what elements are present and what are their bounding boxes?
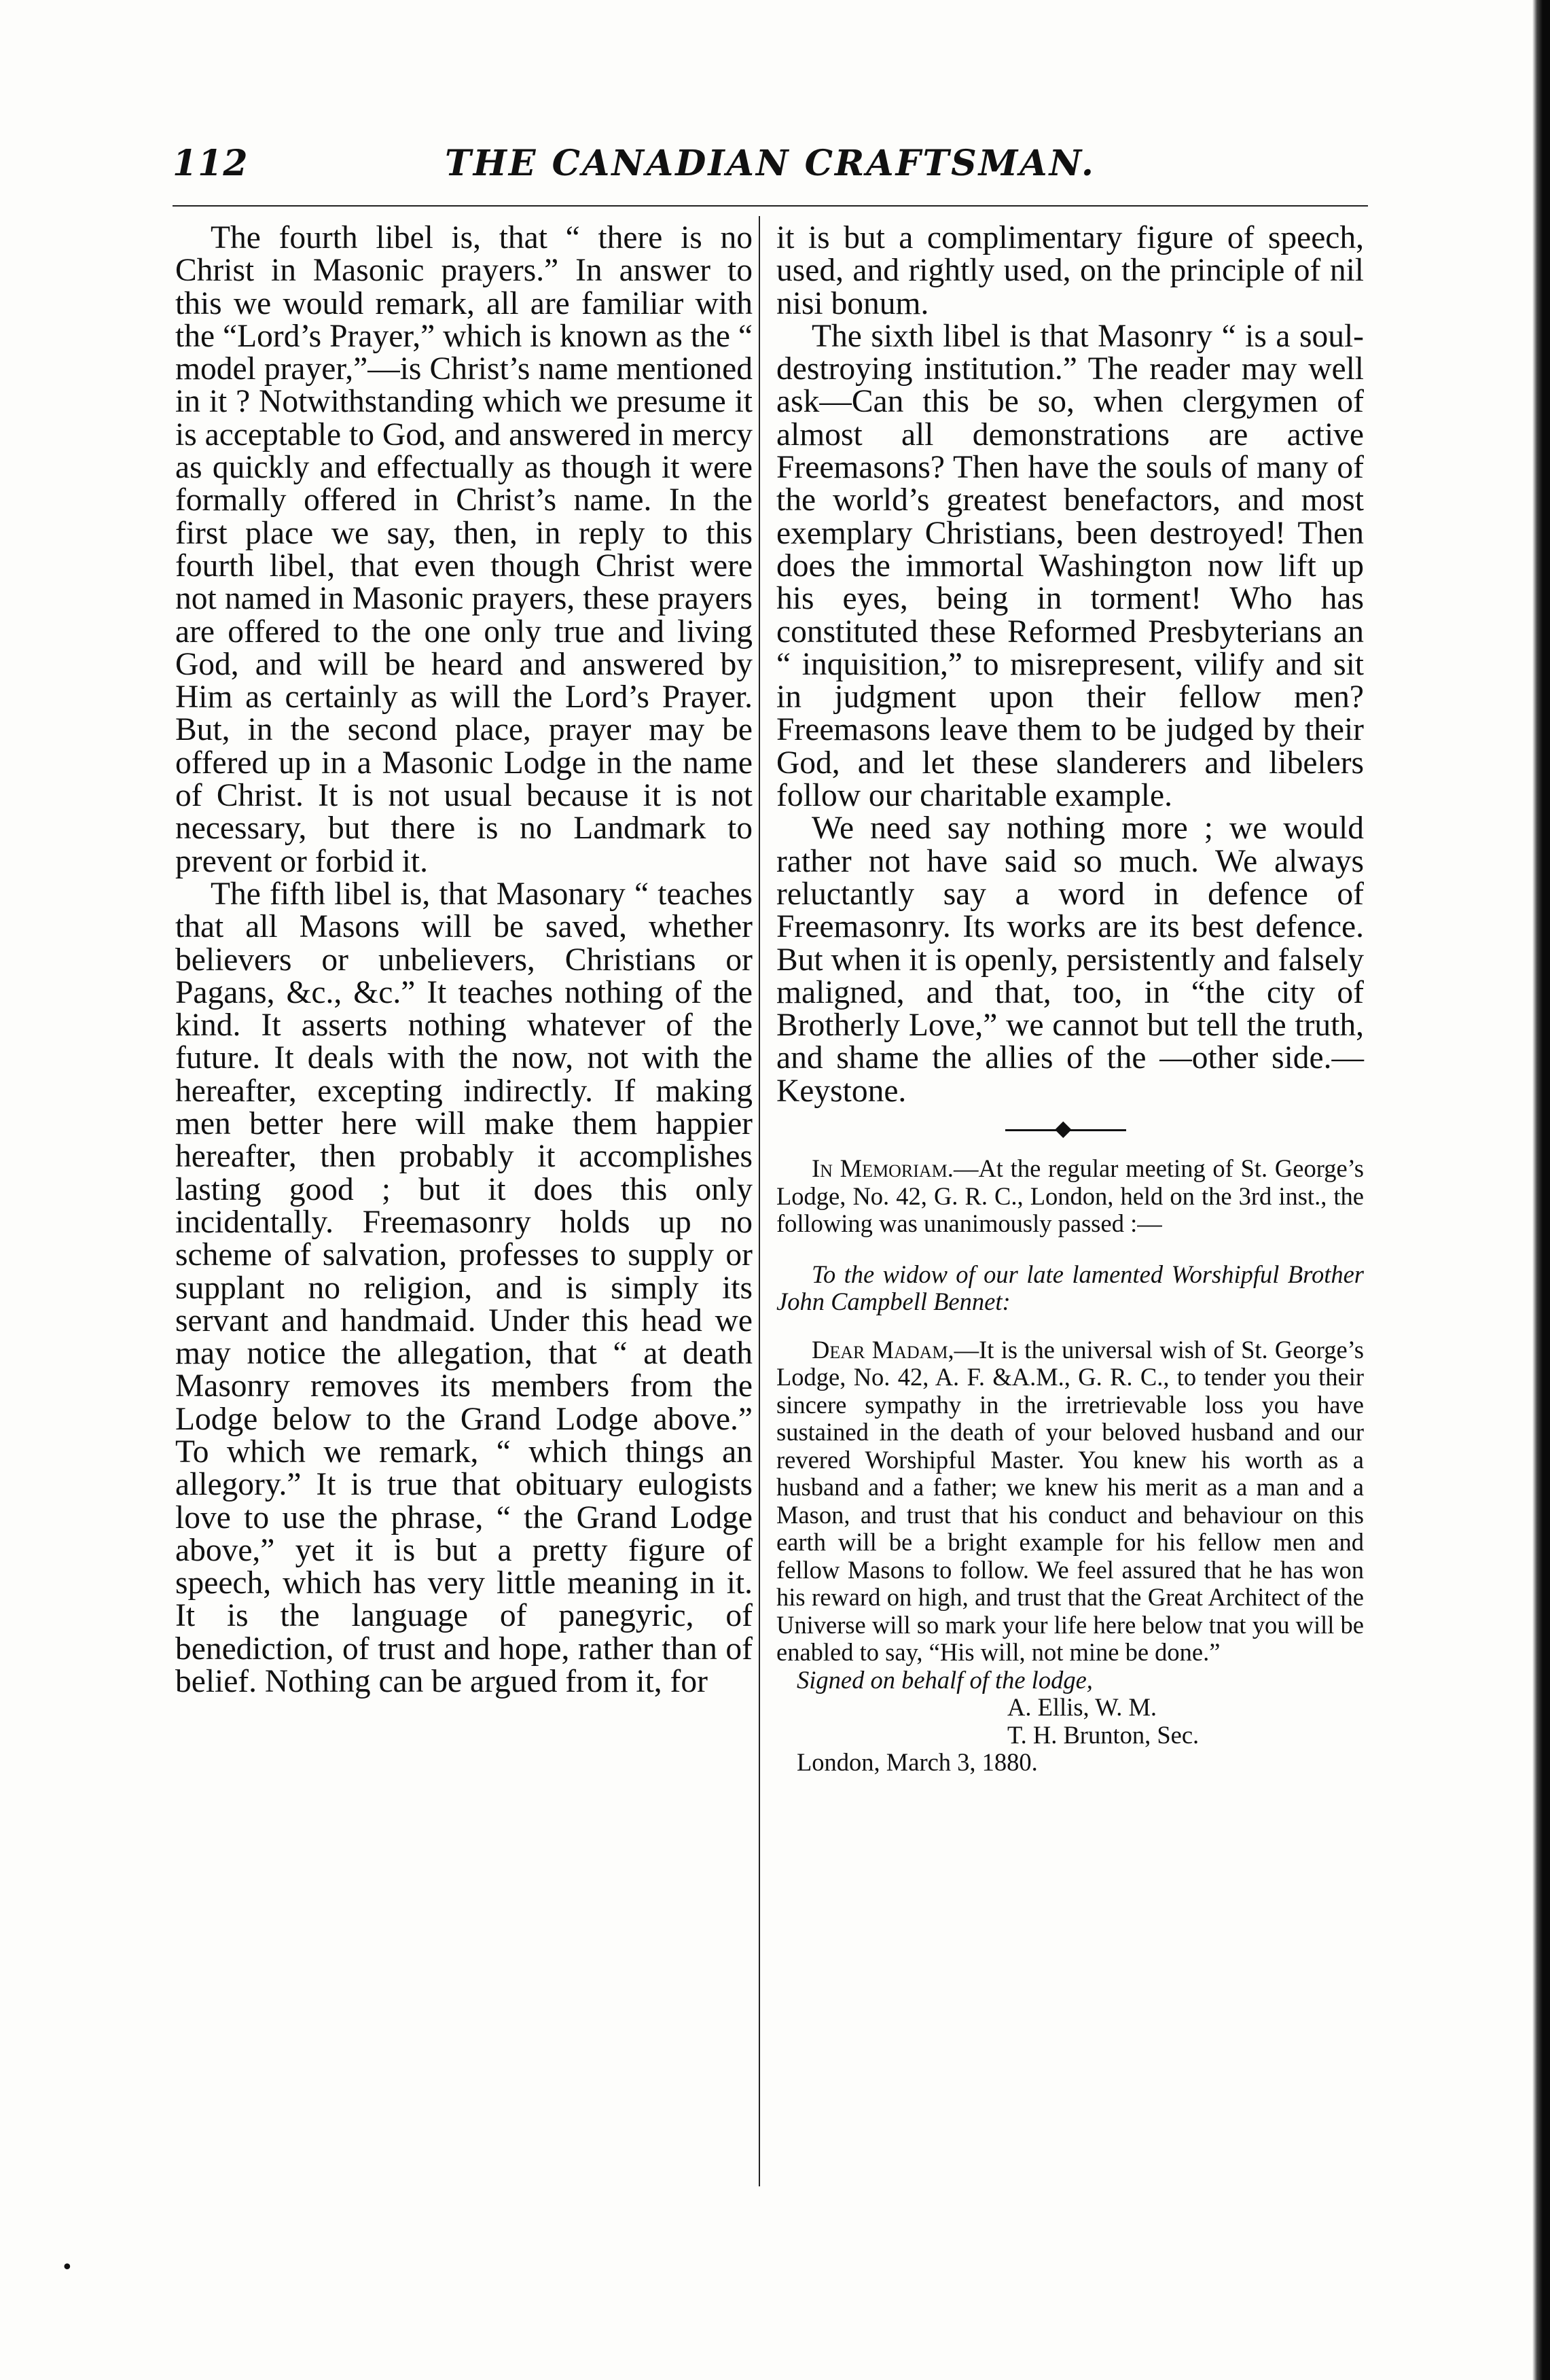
running-header bbox=[173, 137, 1368, 194]
left-column bbox=[175, 221, 753, 1698]
memoriam-address: To the widow of our late lamented Worshipful Brother John Campbell Bennet: bbox=[776, 1260, 1364, 1316]
memoriam-heading: In Memoriam. bbox=[812, 1154, 954, 1183]
memoriam-signatory-master: A. Ellis, W. M. bbox=[1007, 1693, 1157, 1722]
memoriam-place-date: London, March 3, 1880. bbox=[797, 1748, 1038, 1777]
running-title: THE CANADIAN CRAFTSMAN. bbox=[445, 143, 1096, 184]
page-spine-edge bbox=[1532, 0, 1550, 2380]
memoriam-letter-text: —It is the universal wish of St. George’s Lodge, No. 42, A. F. &A.M., G. R. C., to tender you their sincere sympathy in the irretrievable loss you have sustained in the death of your beloved husband and our revered Worshipful Master. You knew his worth as a husband and a father; we knew his merit as a man and a Mason, and trust that his conduct and behaviour on this earth will be a bright example for his fellow men and fellow Masons to follow. We feel assured that he has won his reward on high, and trust that the Great Architect of the Universe will so mark your life here below tnat you will be enabled to say, “His will, not mine be done.” bbox=[776, 1335, 1364, 1667]
print-speck: • bbox=[61, 2256, 73, 2279]
memoriam-letter bbox=[776, 1336, 1364, 1667]
memoriam-signatory-secretary: T. H. Brunton, Sec. bbox=[1007, 1720, 1200, 1749]
column-divider bbox=[759, 216, 760, 2186]
memoriam-intro bbox=[776, 1155, 1364, 1238]
right-column bbox=[776, 221, 1364, 1777]
article-paragraph-fourth-libel: The fourth libel is, that “ there is no Christ in Masonic prayers.” In answer to this we would remark, all are familiar with the “Lord’s Prayer,” which is known as the “ model prayer,”—is Christ’s name mentioned in it ? Notwithstanding which we presume it is acceptable to God, and answered in mercy as quickly and effectually as though it were formally offered in Christ’s name. In the first place we say, then, in reply to this fourth libel, that even though Christ were not named in Masonic prayers, these prayers are offered to the one only true and living God, and will be heard and answered by Him as certainly as will the Lord’s Prayer. But, in the second place, prayer may be offered up in a Masonic Lodge in the name of Christ. It is not usual because it is not necessary, but there is no Landmark to prevent or forbid it. bbox=[175, 220, 753, 879]
memoriam-signed-line: Signed on behalf of the lodge, bbox=[797, 1665, 1093, 1694]
article-paragraph-fifth-libel: The fifth libel is, that Masonary “ teaches that all Masons will be saved, whether believers or unbelievers, Christians or Pagans, &c., &c.” It teaches nothing of the kind. It asserts nothing whatever of the future. It deals with the now, not with the hereafter, excepting indirectly. If making men better here will make them happier hereafter, then probably it accomplishes lasting good ; but it does this only incidentally. Freemasonry holds up no scheme of salvation, professes to supply or supplant no religion, and is simply its servant and handmaid. Under this head we may notice the allegation, that “ at death Masonry removes its members from the Lodge below to the Grand Lodge above.” To which we remark, “ which things an allegory.” It is true that obituary eulogists love to use the phrase, “ the Grand Lodge above,” yet it is but a pretty figure of speech, which has very little meaning in it. It is the language of panegyric, of benediction, of trust and hope, rather than of belief. Nothing can be argued from it, for bbox=[175, 876, 753, 1700]
article-paragraph-continued: it is but a complimentary figure of speech, used, and rightly used, on the principle of nil nisi bonum. bbox=[776, 220, 1364, 321]
section-ornament-divider bbox=[776, 1107, 1364, 1148]
page-number: 112 bbox=[173, 143, 249, 184]
memoriam-salutation: Dear Madam, bbox=[812, 1335, 954, 1364]
memoriam-intro-text: —At the regular meeting of St. George’s Lodge, No. 42, G. R. C., London, held on the 3rd inst., the following was unanimously passed :— bbox=[776, 1154, 1364, 1238]
header-rule bbox=[173, 205, 1368, 207]
article-paragraph-closing: We need say nothing more ; we would rather not have said so much. We always reluctantly say a word in defence of Freemasonry. Its works are its best defence. But when it is openly, persistently and falsely maligned, and that, too, in “the city of Brotherly Love,” we cannot but tell the truth, and shame the allies of the —other side.—Keystone. bbox=[776, 811, 1364, 1109]
article-paragraph-sixth-libel: The sixth libel is that Masonry “ is a soul-destroying institution.” The reader may well ask—Can this be so, when clergymen of almost all demonstrations are active Freemasons? Then have the souls of many of the world’s greatest benefactors, and most exemplary Christians, been destroyed! Then does the immortal Washington now lift up his eyes, being in torment! Who has constituted these Reformed Presbyterians an “ inquisition,” to misrepresent, vilify and sit in judgment upon their fellow men? Freemasons leave them to be judged by their God, and let these slanderers and libelers follow our charitable example. bbox=[776, 318, 1364, 814]
